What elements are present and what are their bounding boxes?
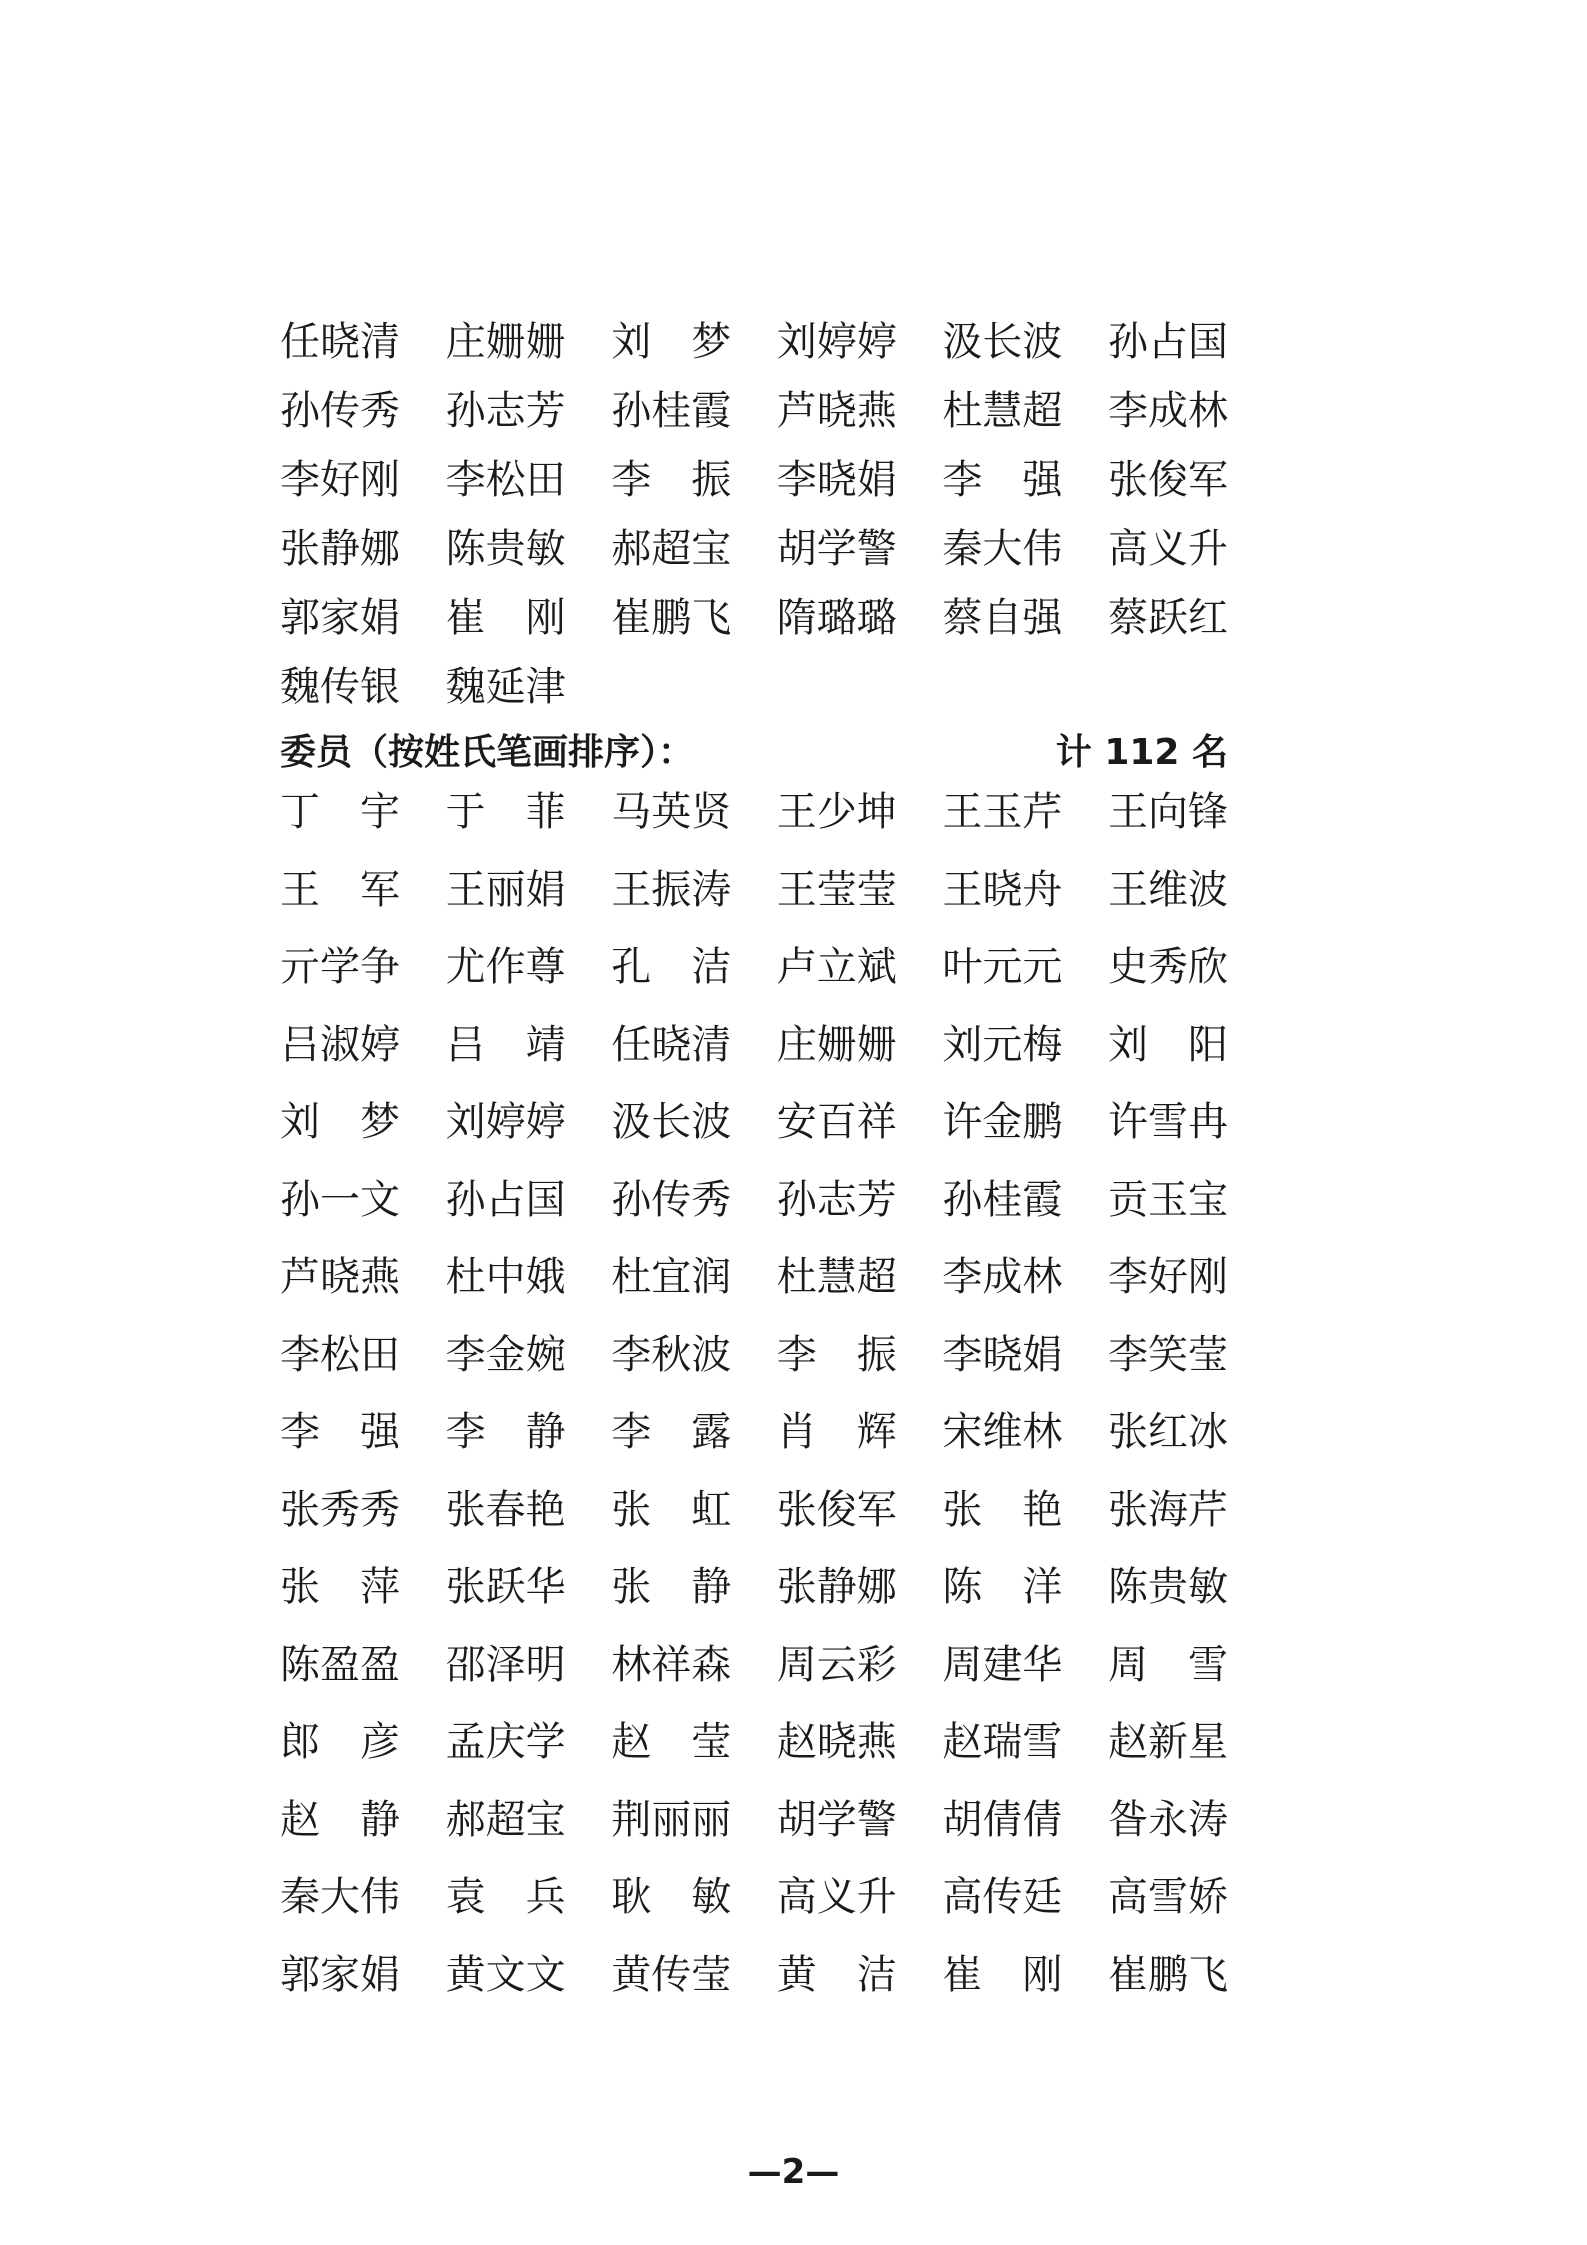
person-name: 李 晓 娟 [942,1331,1063,1378]
person-name: 黄 传 莹 [611,1951,732,1998]
person-name: 孙 志 芳 [776,1176,897,1223]
person-name: 李 振 [611,457,732,503]
committee-name-list [280,789,1228,1998]
person-name: 周 建 华 [942,1641,1063,1688]
person-name: 秦 大 伟 [280,1874,400,1920]
person-name: 孙 桂 霞 [942,1176,1063,1223]
person-name: 王 振 涛 [611,866,732,913]
person-name: 王 维 波 [1107,866,1228,913]
person-name: 孟 庆 学 [445,1719,566,1765]
person-name: 隋 璐 璐 [776,595,897,641]
person-name: 刘 梦 [611,319,732,365]
person-name: 王 军 [280,866,400,913]
person-name: 汲 长 波 [611,1099,732,1145]
person-name: 耿 敏 [611,1874,732,1920]
person-name: 宋 维 林 [942,1409,1063,1455]
person-name: 杜 中 娥 [445,1254,566,1300]
person-name: 崔 鹏 飞 [1107,1951,1228,1998]
person-name: 魏 传 银 [280,664,400,710]
person-name: 于 菲 [445,789,566,835]
person-name: 吕 靖 [445,1021,566,1068]
person-name: 李 静 [445,1409,566,1455]
person-name: 李 笑 莹 [1107,1331,1228,1378]
person-name: 亓 学 争 [280,944,400,990]
person-name: 孙 占 国 [1107,319,1228,365]
person-name: 秦 大 伟 [942,526,1063,572]
person-name: 郭 家 娟 [280,595,400,641]
person-name: 王 莹 莹 [776,866,897,913]
person-name: 张 萍 [280,1564,400,1610]
person-name: 李 强 [280,1409,400,1455]
person-name: 王 少 坤 [776,789,897,835]
person-name: 庄 姗 姗 [776,1021,897,1068]
committee-heading [280,731,1228,775]
person-name: 张 静 娜 [280,526,400,572]
person-name: 高 传 廷 [942,1874,1063,1920]
person-name: 赵 新 星 [1107,1719,1228,1765]
person-name: 贡 玉 宝 [1107,1176,1228,1223]
person-name: 荆 丽 丽 [611,1796,732,1843]
person-name: 张 春 艳 [445,1486,566,1533]
person-name: 李 秋 波 [611,1331,732,1378]
person-name: 高 雪 娇 [1107,1874,1228,1920]
person-name: 陈 洋 [942,1564,1063,1610]
person-name: 张 艳 [942,1486,1063,1533]
person-name: 邵 泽 明 [445,1641,566,1688]
person-name: 赵 晓 燕 [776,1719,897,1765]
person-name: 孔 洁 [611,944,732,990]
committee-heading-label: 委员（按姓氏笔画排序）： [280,732,695,773]
person-name: 安 百 祥 [776,1099,897,1145]
person-name: 杜 慧 超 [776,1254,897,1300]
person-name: 胡 学 警 [776,1796,897,1843]
person-name: 庄 姗 姗 [445,319,566,365]
person-name: 丁 宇 [280,789,400,835]
person-name: 孙 志 芳 [445,388,566,434]
person-name: 陈 贵 敏 [445,526,566,572]
person-name: 黄 文 文 [445,1951,566,1998]
person-name: 汲 长 波 [942,319,1063,365]
person-name: 吕 淑 婷 [280,1021,400,1068]
person-name: 孙 桂 霞 [611,388,732,434]
person-name: 杜 宜 润 [611,1254,732,1300]
person-name: 张 俊 军 [1107,457,1228,503]
person-name: 刘 婷 婷 [445,1099,566,1145]
person-name: 李 好 刚 [1107,1254,1228,1300]
person-name: 李 强 [942,457,1063,503]
person-name: 李 金 婉 [445,1331,566,1378]
person-name: 肖 辉 [776,1409,897,1455]
person-name: 许 雪 冉 [1107,1099,1228,1145]
person-name: 李 成 林 [942,1254,1063,1300]
person-name: 郝 超 宝 [611,526,732,572]
person-name: 高 义 升 [776,1874,897,1920]
person-name: 张 海 芹 [1107,1486,1228,1533]
person-name: 李 成 林 [1107,388,1228,434]
person-name: 芦 晓 燕 [280,1254,400,1300]
person-name: 孙 占 国 [445,1176,566,1223]
top-name-list [280,319,1228,710]
person-name: 周 雪 [1107,1641,1228,1688]
person-name: 周 云 彩 [776,1641,897,1688]
person-name: 胡 倩 倩 [942,1796,1063,1843]
person-name: 孙 传 秀 [280,388,400,434]
person-name: 史 秀 欣 [1107,944,1228,990]
person-name: 张 红 冰 [1107,1409,1228,1455]
person-name: 王 玉 芹 [942,789,1063,835]
person-name: 任 晓 清 [611,1021,732,1068]
person-name: 张 秀 秀 [280,1486,400,1533]
person-name: 王 晓 舟 [942,866,1063,913]
person-name: 李 松 田 [445,457,566,503]
page-number: —2— [747,2152,840,2192]
person-name: 杜 慧 超 [942,388,1063,434]
person-name: 王 向 锋 [1107,789,1228,835]
person-name: 马 英 贤 [611,789,732,835]
person-name: 刘 阳 [1107,1021,1228,1068]
person-name: 李 晓 娟 [776,457,897,503]
person-name: 崔 鹏 飞 [611,595,732,641]
person-name: 高 义 升 [1107,526,1228,572]
person-name: 赵 莹 [611,1719,732,1765]
person-name: 赵 静 [280,1796,400,1843]
person-name: 陈 盈 盈 [280,1641,400,1688]
person-name: 昝 永 涛 [1107,1796,1228,1843]
person-name: 蔡 跃 红 [1107,595,1228,641]
person-name: 张 静 [611,1564,732,1610]
person-name: 崔 刚 [942,1951,1063,1998]
person-name: 黄 洁 [776,1951,897,1998]
person-name: 李 好 刚 [280,457,400,503]
person-name: 郎 彦 [280,1719,400,1765]
person-name: 王 丽 娟 [445,866,566,913]
person-name: 郝 超 宝 [445,1796,566,1843]
person-name: 崔 刚 [445,595,566,641]
person-name: 许 金 鹏 [942,1099,1063,1145]
person-name: 叶 元 元 [942,944,1063,990]
person-name: 李 振 [776,1331,897,1378]
person-name: 郭 家 娟 [280,1951,400,1998]
person-name: 张 虹 [611,1486,732,1533]
person-name: 张 跃 华 [445,1564,566,1610]
person-name: 魏 延 津 [445,664,566,710]
person-name: 尤 作 尊 [445,944,566,990]
person-name: 芦 晓 燕 [776,388,897,434]
person-name: 林 祥 森 [611,1641,732,1688]
person-name: 孙 传 秀 [611,1176,732,1223]
person-name: 胡 学 警 [776,526,897,572]
person-name: 赵 瑞 雪 [942,1719,1063,1765]
person-name: 卢 立 斌 [776,944,897,990]
person-name: 李 松 田 [280,1331,400,1378]
person-name: 刘 婷 婷 [776,319,897,365]
person-name: 蔡 自 强 [942,595,1063,641]
person-name: 刘 元 梅 [942,1021,1063,1068]
person-name: 孙 一 文 [280,1176,400,1223]
person-name: 袁 兵 [445,1874,566,1920]
committee-count: 计 112 名 [1055,732,1228,773]
person-name: 张 静 娜 [776,1564,897,1610]
person-name: 任 晓 清 [280,319,400,365]
person-name: 张 俊 军 [776,1486,897,1533]
person-name: 李 露 [611,1409,732,1455]
person-name: 陈 贵 敏 [1107,1564,1228,1610]
person-name: 刘 梦 [280,1099,400,1145]
